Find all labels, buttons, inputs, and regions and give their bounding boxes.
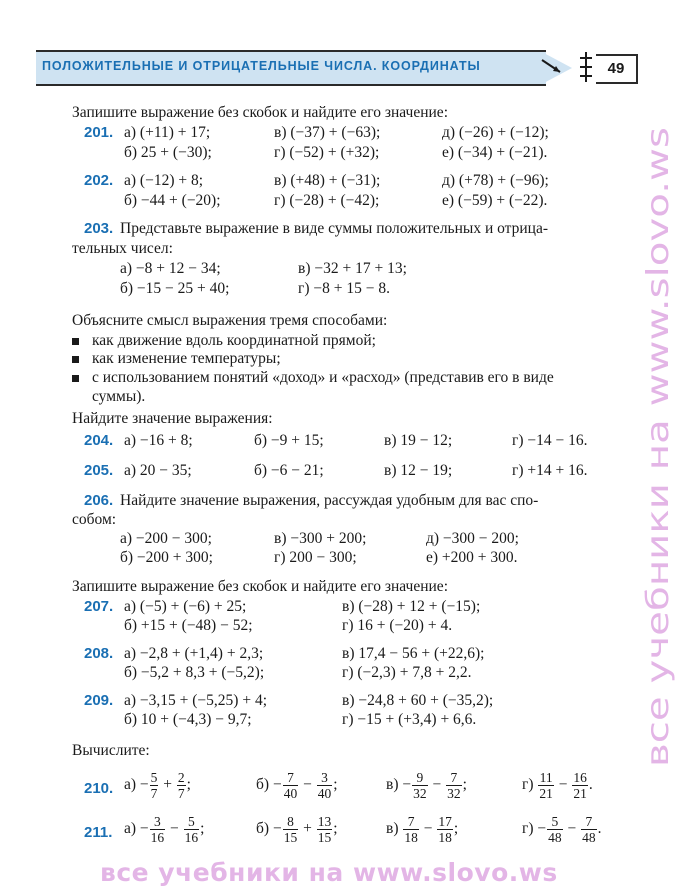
problem-item: г) (−28) + (−42); (274, 192, 380, 209)
chapter-title: ПОЛОЖИТЕЛЬНЫЕ И ОТРИЦАТЕЛЬНЫЕ ЧИСЛА. КООРДИНАТЫ (42, 59, 481, 73)
denominator: 48 (582, 830, 596, 845)
problem-item: б) 25 + (−30); (124, 144, 212, 161)
numerator: 7 (581, 814, 597, 830)
problem-number: 205. (84, 462, 114, 479)
numerator: 5 (547, 814, 563, 830)
fraction (581, 814, 597, 845)
numerator: 5 (150, 770, 158, 785)
item-label: а) (124, 820, 137, 838)
fraction-item (124, 770, 191, 801)
operator: + (303, 820, 312, 838)
watermark-text: все учебники на www.slovo.ws (641, 290, 676, 767)
section-intro: Запишите выражение без скобок и найдите его значение: (72, 578, 448, 595)
punctuation: ; (453, 820, 459, 838)
operator: − (432, 776, 442, 794)
problem-item: г) −8 + 15 − 8. (298, 280, 390, 297)
bullet-text: с использованием понятий «доход» и «расход» (представив его в виде (92, 369, 554, 386)
problem-number: 208. (84, 645, 114, 662)
item-label: б) (256, 820, 270, 838)
denominator: 7 (177, 786, 185, 801)
punctuation: ; (333, 820, 338, 838)
problem-item: в) 12 − 19; (384, 462, 453, 479)
problem-item: в) (−28) + 12 + (−15); (342, 598, 481, 615)
vertical-watermark (604, 122, 694, 772)
fraction (412, 770, 428, 801)
section-intro: Объясните смысл выражения тремя способами: (72, 312, 388, 329)
fraction (317, 770, 333, 801)
numerator: 11 (539, 770, 553, 785)
problem-item: г) 16 + (−20) + 4. (342, 617, 453, 634)
fraction (283, 814, 299, 845)
fraction-item (256, 770, 338, 801)
fraction (150, 770, 159, 801)
problem-item: в) −24,8 + 60 + (−35,2); (342, 692, 494, 709)
fraction (184, 814, 200, 845)
problem-item: г) −15 + (+3,4) + 6,6. (342, 711, 477, 728)
problem-item: б) −6 − 21; (254, 462, 324, 479)
problem-item: г) −14 − 16. (512, 432, 588, 449)
bullet-icon (72, 356, 79, 363)
problem-number: 203. (84, 220, 114, 237)
operator: − (558, 776, 568, 794)
fraction-item (256, 814, 338, 845)
problem-item: а) −16 + 8; (124, 432, 193, 449)
punctuation: ; (186, 776, 191, 794)
denominator: 40 (317, 786, 332, 801)
fraction (446, 770, 462, 801)
sign: − (272, 820, 282, 838)
sign: − (139, 776, 149, 794)
punctuation: . (588, 776, 593, 794)
numerator: 13 (317, 814, 332, 829)
header-bar (36, 50, 546, 86)
section-intro: Вычислите: (72, 742, 150, 759)
problem-item: б) −9 + 15; (254, 432, 324, 449)
bullet-text: суммы). (92, 388, 146, 405)
problem-item: г) (−2,3) + 7,8 + 2,2. (342, 664, 472, 681)
operator: + (163, 776, 173, 794)
denominator: 40 (283, 786, 298, 801)
problem-item: г) (−52) + (+32); (274, 144, 380, 161)
denominator: 18 (438, 830, 452, 845)
fraction-item (386, 770, 467, 801)
fraction-item (522, 814, 602, 845)
bottom-watermark: все учебники на www.slovo.ws (100, 858, 558, 887)
punctuation: ; (200, 820, 205, 838)
problem-item: в) (−37) + (−63); (274, 124, 381, 141)
numerator: 7 (283, 770, 299, 786)
bullet-icon (72, 375, 79, 382)
numerator: 7 (403, 814, 419, 830)
denominator: 15 (317, 830, 332, 845)
problem-text: тельных чисел: (72, 240, 173, 257)
sign: − (272, 776, 282, 794)
fraction (572, 770, 588, 801)
fraction (547, 814, 563, 845)
denominator: 16 (184, 830, 199, 845)
sign: − (139, 820, 149, 838)
problem-item: в) 19 − 12; (384, 432, 453, 449)
problem-item: б) −200 + 300; (120, 549, 213, 566)
problem-number: 210. (84, 780, 114, 797)
numerator: 8 (283, 814, 299, 830)
problem-item: г) 200 − 300; (274, 549, 357, 566)
item-label: г) (522, 820, 534, 838)
operator: − (303, 776, 312, 794)
numerator: 3 (150, 814, 166, 830)
problem-item: е) +200 + 300. (426, 549, 518, 566)
problem-item: б) −15 − 25 + 40; (120, 280, 230, 297)
problem-number: 201. (84, 124, 114, 141)
fraction-item (522, 770, 593, 801)
sign: − (402, 776, 412, 794)
problem-item: а) (+11) + 17; (124, 124, 211, 141)
numerator: 7 (446, 770, 462, 786)
fraction (538, 770, 554, 801)
sign: − (537, 820, 547, 838)
fraction (403, 814, 419, 845)
operator: − (170, 820, 179, 838)
problem-item: д) −300 − 200; (426, 530, 519, 547)
denominator: 32 (413, 786, 427, 801)
section-intro: Запишите выражение без скобок и найдите его значение: (72, 104, 448, 121)
punctuation: ; (333, 776, 338, 794)
denominator: 21 (573, 786, 587, 801)
problem-item: а) (−12) + 8; (124, 172, 204, 189)
problem-item: б) −44 + (−20); (124, 192, 221, 209)
denominator: 21 (539, 786, 553, 801)
bullet-icon (72, 338, 79, 345)
problem-item: а) −200 − 300; (120, 530, 212, 547)
problem-item: г) +14 + 16. (512, 462, 588, 479)
punctuation: ; (462, 776, 467, 794)
fraction (150, 814, 166, 845)
chapter-header (36, 50, 636, 84)
problem-item: в) (+48) + (−31); (274, 172, 381, 189)
problem-item: д) (−26) + (−12); (442, 124, 549, 141)
pen-nib-icon (536, 56, 566, 76)
spiral-binding-icon (576, 50, 596, 84)
section-intro: Найдите значение выражения: (72, 410, 273, 427)
denominator: 48 (548, 830, 562, 845)
fraction (283, 770, 299, 801)
numerator: 2 (177, 770, 185, 785)
problem-item: б) 10 + (−4,3) − 9,7; (124, 711, 252, 728)
denominator: 16 (150, 830, 165, 845)
problem-item: в) −300 + 200; (274, 530, 367, 547)
problem-number: 209. (84, 692, 114, 709)
problem-item: в) 17,4 − 56 + (+22,6); (342, 645, 485, 662)
operator: − (423, 820, 433, 838)
problem-item: а) −8 + 12 − 34; (120, 260, 221, 277)
item-label: в) (386, 776, 399, 794)
problem-text: Найдите значение выражения, рассуждая удобным для вас спо- (120, 492, 539, 509)
problem-item: а) 20 − 35; (124, 462, 192, 479)
fraction-item (386, 814, 458, 845)
problem-item: д) (+78) + (−96); (442, 172, 549, 189)
denominator: 32 (447, 786, 461, 801)
fraction (177, 770, 186, 801)
numerator: 3 (317, 770, 333, 786)
item-label: в) (386, 820, 399, 838)
item-label: а) (124, 776, 137, 794)
numerator: 5 (184, 814, 200, 830)
fraction-item (124, 814, 204, 845)
fraction (317, 814, 333, 845)
problem-number: 207. (84, 598, 114, 615)
problem-number: 211. (84, 824, 113, 841)
item-label: г) (522, 776, 534, 794)
problem-number: 204. (84, 432, 114, 449)
numerator: 16 (573, 770, 587, 785)
problem-item: б) −5,2 + 8,3 + (−5,2); (124, 664, 265, 681)
problem-text: собом: (72, 511, 117, 528)
problem-item: е) (−59) + (−22). (442, 192, 548, 209)
problem-item: е) (−34) + (−21). (442, 144, 548, 161)
denominator: 18 (404, 830, 418, 845)
problem-item: а) −2,8 + (+1,4) + 2,3; (124, 645, 264, 662)
problem-item: а) (−5) + (−6) + 25; (124, 598, 247, 615)
problem-number: 206. (84, 492, 114, 509)
denominator: 7 (150, 786, 158, 801)
numerator: 17 (438, 814, 452, 829)
operator: − (567, 820, 577, 838)
problem-text: Представьте выражение в виде суммы положительных и отрица- (120, 220, 549, 237)
fraction (437, 814, 453, 845)
problem-number: 202. (84, 172, 114, 189)
problem-item: в) −32 + 17 + 13; (298, 260, 407, 277)
numerator: 9 (412, 770, 428, 786)
denominator: 15 (283, 830, 298, 845)
item-label: б) (256, 776, 270, 794)
bullet-text: как изменение температуры; (92, 350, 281, 367)
page-number: 49 (596, 54, 638, 84)
problem-item: а) −3,15 + (−5,25) + 4; (124, 692, 268, 709)
punctuation: . (597, 820, 602, 838)
problem-item: б) +15 + (−48) − 52; (124, 617, 253, 634)
bullet-text: как движение вдоль координатной прямой; (92, 332, 376, 349)
